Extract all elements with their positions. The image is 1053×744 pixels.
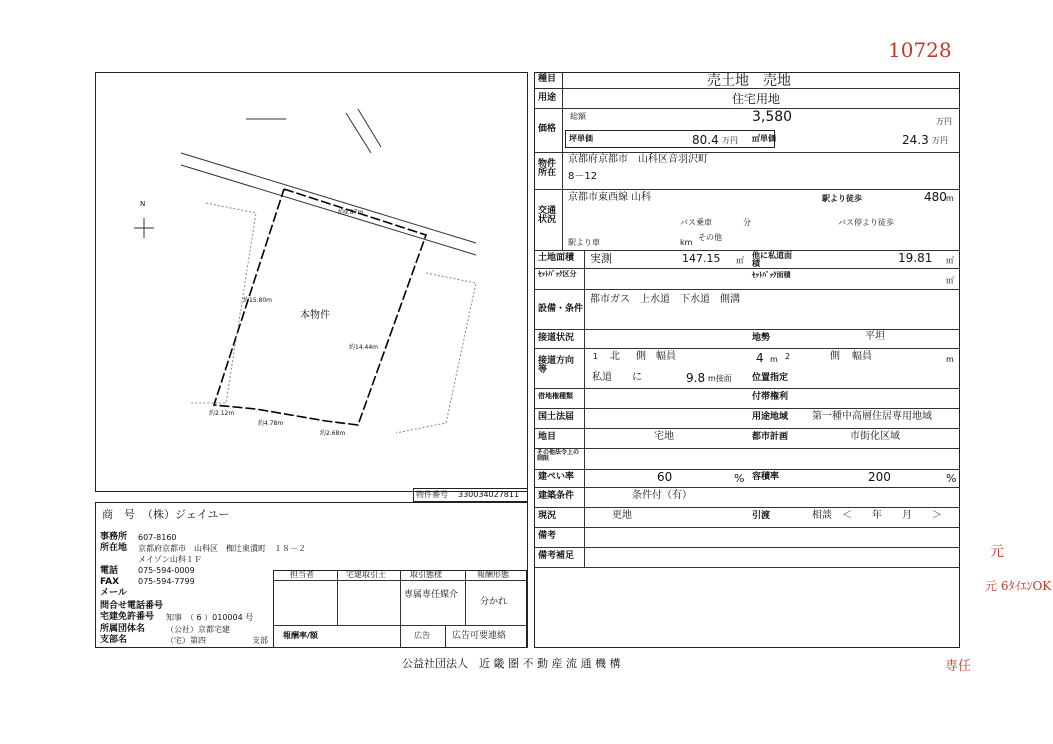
category-label: 種目	[538, 74, 557, 84]
fax-value: 075-594-7799	[138, 577, 195, 586]
facilities-label: 設備・条件	[538, 304, 584, 314]
road1-unit: m	[770, 355, 778, 364]
sqm-label: ㎡単価	[752, 134, 776, 143]
tel-label: 電話	[100, 566, 119, 576]
ad-value: 広告可要連絡	[452, 631, 507, 641]
conditions-value: 条件付（有）	[632, 490, 692, 501]
private-width: 9.8	[686, 371, 706, 385]
access-label: 接道状況	[538, 333, 575, 343]
dim-label: 約15.80m	[243, 297, 273, 304]
coverage-label: 建ぺい率	[538, 472, 575, 482]
dim-label: 約4.78m	[258, 420, 284, 427]
tsubo-unit: 万円	[722, 136, 738, 145]
branch-suffix: 支部	[252, 636, 268, 645]
status-value: 更地	[612, 510, 632, 521]
location-line2: 8－12	[568, 171, 598, 182]
fax-label: FAX	[100, 577, 120, 587]
delivery-value: 相談 ＜ 年 月 ＞	[812, 510, 942, 521]
handwritten-note: 専任	[945, 659, 972, 674]
office-label: 事務所	[100, 532, 128, 542]
deal-label: 取引態様	[410, 570, 442, 579]
address-line2: メイゾン山科１Ｆ	[138, 555, 202, 564]
setback-area-label: ｾｯﾄﾊﾞｯｸ面積	[752, 271, 791, 279]
dim-label: 約2.12m	[209, 410, 235, 417]
inquiry-label: 問合せ電話番号	[100, 601, 164, 611]
association-value: （公社）京都宅建	[166, 625, 230, 634]
fee-label: 報酬形態	[477, 570, 509, 579]
property-number-label: 物件番号	[416, 490, 448, 499]
zone-value: 第一種中高層住居専用地域	[812, 411, 932, 422]
road1-side: 側	[636, 351, 646, 362]
use-value: 住宅用地	[732, 92, 781, 106]
address-label: 所在地	[100, 543, 128, 553]
road1-direction: 北	[610, 351, 620, 362]
property-number: 330034027811	[458, 490, 520, 499]
coverage-value: 60	[657, 470, 673, 484]
walk-value: 480	[924, 190, 947, 204]
road2-width-label: 幅員	[852, 351, 872, 362]
north-mark: N	[140, 200, 146, 208]
office-zip: 607-8160	[138, 533, 177, 542]
land-area-unit: ㎡	[736, 256, 744, 265]
private-road-label: 他に私道面積	[752, 251, 792, 268]
map-title: 本物件	[300, 310, 330, 321]
position-label: 位置指定	[752, 373, 789, 383]
bus-stop-label: バス停より徒歩	[838, 218, 894, 227]
mail-label: メール	[100, 588, 127, 598]
private-label: 私道	[592, 372, 612, 383]
terrain-label: 地勢	[752, 333, 771, 343]
company-name: （株）ジェイユー	[142, 508, 230, 521]
road1-width: 4	[756, 351, 764, 365]
traffic-label: 交通状況	[538, 206, 557, 225]
location-line1: 京都府京都市 山科区音羽沢町	[568, 154, 708, 165]
category-value: 売土地 売地	[707, 73, 791, 89]
status-label: 現況	[538, 511, 557, 521]
land-law-label: 国土法届	[538, 412, 575, 422]
use-label: 用途	[538, 93, 557, 103]
remarks2-label: 備考補足	[538, 551, 575, 561]
far-value: 200	[868, 470, 891, 484]
private-road-unit: ㎡	[946, 256, 954, 265]
staff-label: 担当者	[290, 570, 314, 579]
measure-value: 実測	[590, 252, 612, 265]
dim-label: 約9.87m	[338, 209, 364, 216]
private-road-value: 19.81	[898, 251, 933, 265]
location-label: 物件所在	[538, 159, 557, 178]
terrain-value: 平坦	[865, 331, 885, 342]
address-line1: 京都府京都市 山科区 椥辻東潰町 １８－２	[138, 544, 306, 553]
chimoku-value: 宅地	[654, 431, 674, 442]
footer-org: 公益社団法人 近 畿 圏 不 動 産 流 通 機 構	[402, 657, 621, 670]
sqm-value: 24.3	[902, 133, 929, 147]
branch-label: 支部名	[100, 635, 128, 645]
total-value: 3,580	[752, 109, 793, 125]
other-label: その他	[698, 233, 722, 242]
handwritten-note: 元 6ﾀｲｴﾝOK	[985, 579, 1052, 593]
handwritten-note: 元	[990, 544, 1004, 560]
remarks-label: 備考	[538, 531, 557, 541]
station-car-label: 駅より車	[568, 238, 600, 247]
land-area-label: 土地面積	[538, 253, 575, 263]
delivery-label: 引渡	[752, 511, 771, 521]
license-label: 宅建免許番号	[100, 612, 155, 622]
km-unit: km	[680, 238, 693, 247]
price-label: 価格	[538, 124, 557, 134]
setback-area-unit: ㎡	[946, 276, 954, 285]
road2-unit: m	[946, 355, 954, 364]
city-plan-label: 都市計画	[752, 432, 789, 442]
branch-value: （宅）第四	[166, 636, 206, 645]
far-unit: %	[946, 472, 957, 485]
road1-number: 1	[593, 352, 599, 361]
dim-label: 約14.44m	[349, 344, 379, 351]
attached-label: 付帯権利	[752, 392, 789, 402]
conditions-label: 建築条件	[538, 491, 575, 501]
road2-number: 2	[785, 352, 791, 361]
sqm-unit: 万円	[932, 136, 948, 145]
contact-label: m接面	[708, 374, 732, 383]
tsubo-value: 80.4	[692, 133, 719, 147]
ad-label: 広告	[414, 631, 430, 640]
dim-label: 約2.68m	[320, 430, 346, 437]
association-label: 所属団体名	[100, 624, 146, 634]
license-value: 知事 （ 6 ）010004 号	[166, 613, 254, 622]
road-direction-label: 接道方向等	[538, 356, 575, 375]
land-map	[96, 73, 527, 491]
lease-label: 借地権種類	[538, 392, 573, 400]
land-area-value: 147.15	[682, 252, 721, 265]
tel-value: 075-594-0009	[138, 566, 195, 575]
tsubo-label: 坪単価	[569, 134, 593, 143]
traffic-line: 京都市東西線 山科	[568, 192, 652, 203]
bus-label: バス乗車	[680, 218, 712, 227]
zone-label: 用途地域	[752, 412, 789, 422]
company-name-label: 商 号	[102, 508, 135, 521]
road1-width-label: 幅員	[656, 351, 676, 362]
coverage-unit: %	[734, 472, 745, 485]
chimoku-label: 地目	[538, 432, 557, 442]
road2-side: 側	[830, 351, 840, 362]
fee-rate-label: 報酬率/額	[283, 631, 318, 640]
deal-value: 専属専任媒介	[404, 590, 459, 600]
walk-label: 駅より徒歩	[822, 194, 862, 203]
walk-unit: m	[946, 194, 954, 203]
facilities-value: 都市ガス 上水道 下水道 側溝	[590, 294, 740, 305]
setback-label: ｾｯﾄﾊﾞｯｸ区分	[538, 270, 577, 278]
bus-unit: 分	[743, 218, 751, 227]
other-restrict-label: その他法令上の制限	[537, 449, 580, 462]
total-label: 総額	[570, 112, 586, 121]
fee-value: 分かれ	[480, 597, 508, 607]
city-plan-value: 市街化区域	[850, 431, 900, 442]
private-ni: に	[632, 372, 642, 383]
map-panel	[95, 72, 528, 492]
total-unit: 万円	[936, 117, 952, 126]
far-label: 容積率	[752, 472, 780, 482]
agent-label: 宅建取引士	[346, 570, 386, 579]
handwritten-id: 10728	[888, 38, 952, 62]
